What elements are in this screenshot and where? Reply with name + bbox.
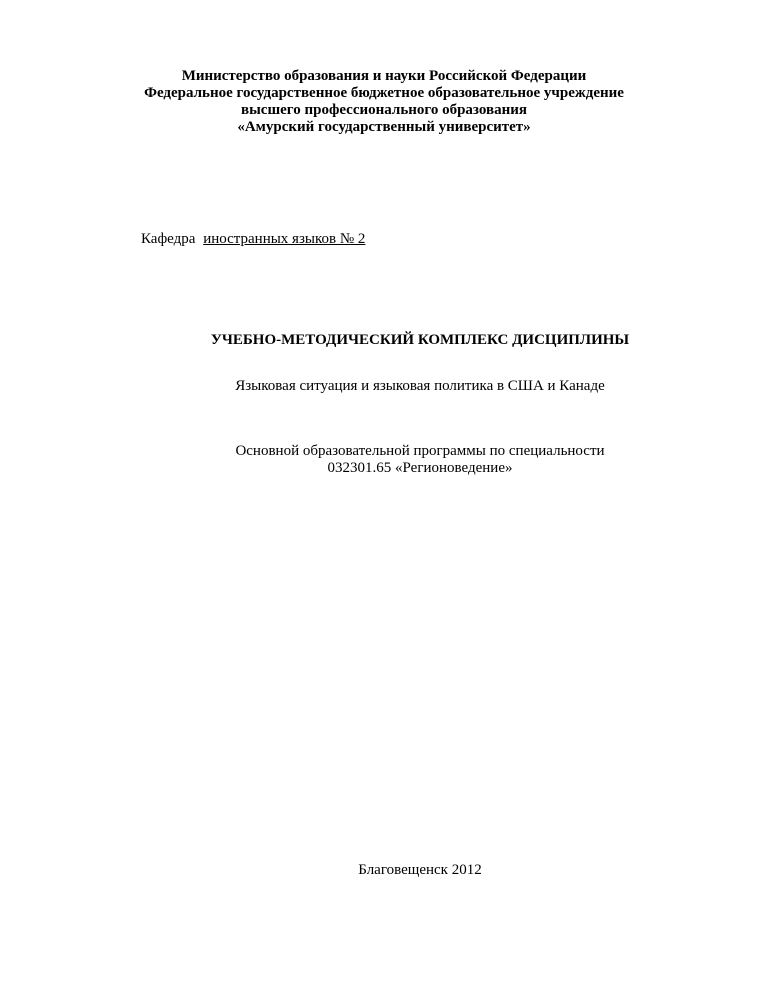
specialty-line: 032301.65 «Регионоведение» [327, 460, 513, 476]
education-level-line: высшего профессионального образования [240, 102, 527, 118]
program-line: Основной образовательной программы по специальности [235, 443, 605, 459]
ministry-line: Министерство образования и науки Российской Федерации [181, 68, 587, 84]
discipline-name: Языковая ситуация и языковая политика в США и Канаде [235, 378, 605, 394]
department-name: иностранных языков № 2 [203, 231, 366, 247]
university-name-line: «Амурский государственный университет» [237, 119, 531, 135]
department-label: Кафедра [141, 231, 196, 247]
institution-type-line: Федеральное государственное бюджетное образовательное учреждение [144, 85, 624, 101]
program-block [0, 443, 768, 477]
document-title: УЧЕБНО-МЕТОДИЧЕСКИЙ КОМПЛЕКС ДИСЦИПЛИНЫ [210, 332, 630, 348]
department-line [141, 231, 365, 248]
institution-header [0, 68, 768, 136]
city-year: Благовещенск 2012 [358, 862, 482, 878]
